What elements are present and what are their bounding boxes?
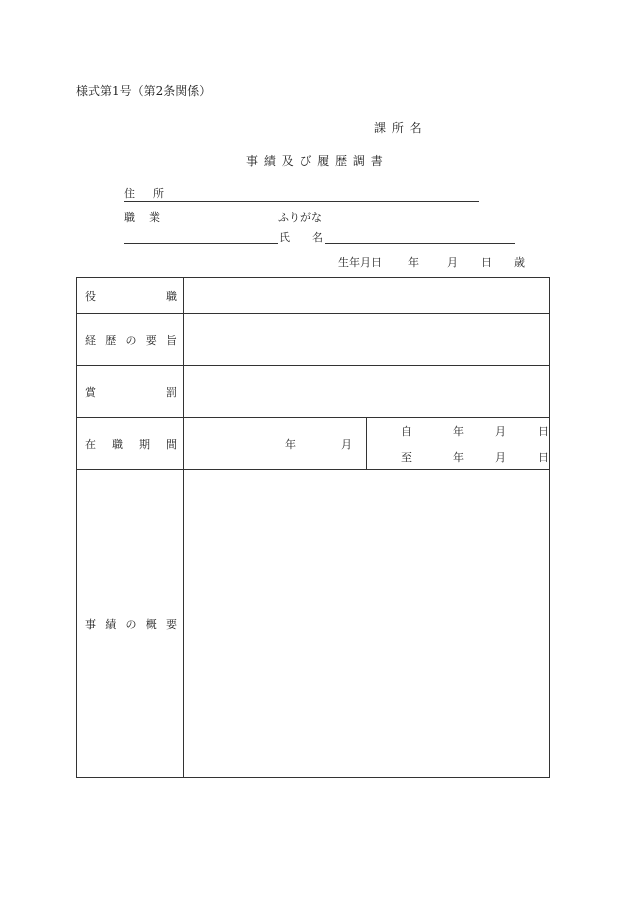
position-label-cell xyxy=(77,278,184,314)
birth-day-label: 日 xyxy=(481,256,492,269)
rewards-label: 賞 罰 xyxy=(85,385,177,399)
name-label: 氏 名 xyxy=(279,231,323,244)
age-label: 歳 xyxy=(514,256,525,269)
tenure-label: 在 職 期 間 xyxy=(85,437,177,451)
career-label-cell xyxy=(77,314,184,366)
to-label: 至 xyxy=(401,450,412,464)
tenure-duration-field[interactable] xyxy=(184,418,367,470)
document-title: 事 績 及 び 履 歴 調 書 xyxy=(246,154,384,168)
name-field[interactable] xyxy=(325,243,515,244)
achievements-label-cell xyxy=(77,470,184,778)
career-row xyxy=(77,314,550,366)
address-label: 住 所 xyxy=(124,187,164,200)
birth-year-label: 年 xyxy=(408,256,419,269)
to-date-row xyxy=(367,449,549,465)
achievements-label: 事 績 の 概 要 xyxy=(85,617,177,631)
occupation-field[interactable] xyxy=(124,243,278,244)
to-year-label: 年 xyxy=(452,450,464,464)
tenure-year-label: 年 xyxy=(285,437,296,451)
from-date-row xyxy=(367,423,549,439)
tenure-row xyxy=(77,418,550,470)
rewards-field[interactable] xyxy=(184,366,550,418)
birthdate-label: 生年月日 xyxy=(338,256,382,269)
furigana-label: ふりがな xyxy=(278,211,322,224)
to-day-label: 日 xyxy=(538,450,549,464)
position-row xyxy=(77,278,550,314)
achievements-field[interactable] xyxy=(184,470,550,778)
tenure-dates-field[interactable] xyxy=(367,418,550,470)
tenure-month-label: 月 xyxy=(341,437,352,451)
from-day-label: 日 xyxy=(538,424,549,438)
achievements-row xyxy=(77,470,550,778)
from-year-label: 年 xyxy=(452,424,464,438)
occupation-label: 職 業 xyxy=(124,211,160,224)
rewards-row xyxy=(77,366,550,418)
career-label: 経 歴 の 要 旨 xyxy=(85,333,177,347)
position-label: 役 職 xyxy=(85,289,177,303)
address-field[interactable] xyxy=(124,201,479,202)
position-field[interactable] xyxy=(184,278,550,314)
record-table xyxy=(76,277,550,778)
rewards-label-cell xyxy=(77,366,184,418)
to-month-label: 月 xyxy=(495,450,507,464)
career-field[interactable] xyxy=(184,314,550,366)
birth-month-label: 月 xyxy=(447,256,458,269)
department-label: 課 所 名 xyxy=(374,121,423,135)
from-label: 自 xyxy=(401,424,412,438)
form-number: 様式第1号（第2条関係） xyxy=(76,84,212,98)
tenure-label-cell xyxy=(77,418,184,470)
from-month-label: 月 xyxy=(495,424,507,438)
